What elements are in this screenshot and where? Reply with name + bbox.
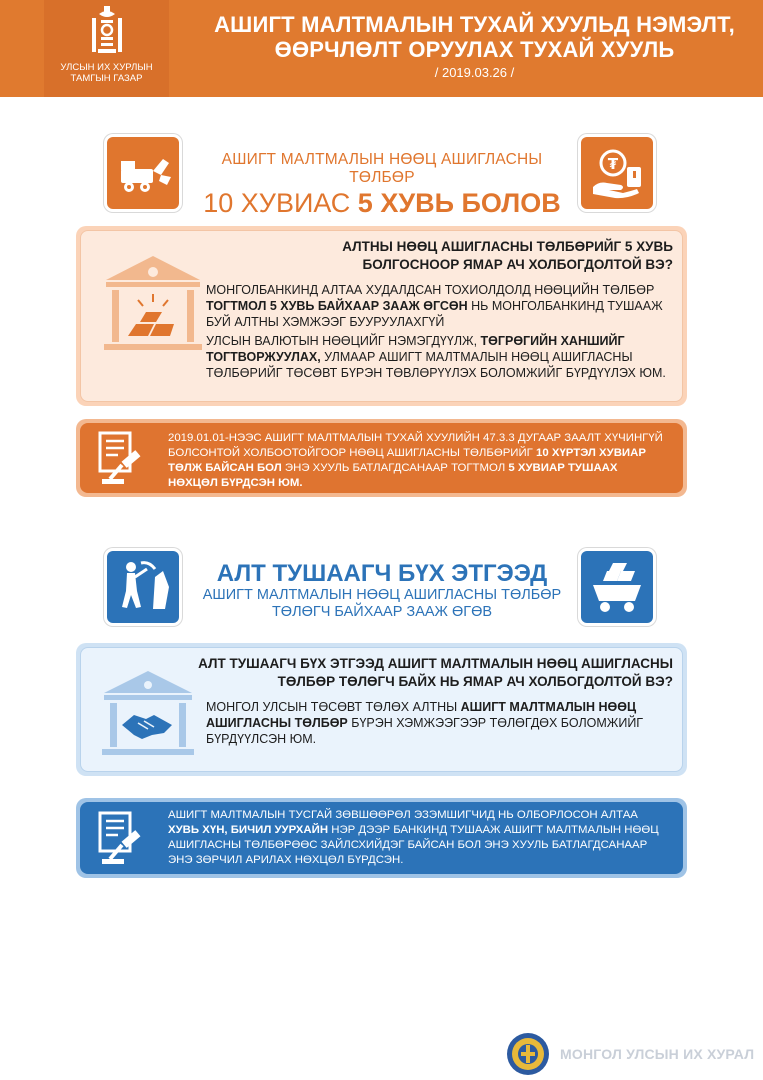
svg-text:₮: ₮ [607, 155, 619, 173]
section2-sub-line1: АШИГТ МАЛТМАЛЫН НӨӨЦ АШИГЛАСНЫ ТӨЛБӨР [202, 587, 562, 603]
section1-heading [190, 151, 574, 219]
section2-law-band [76, 798, 687, 878]
miner-pickaxe-icon [107, 551, 179, 623]
band2-text-bold: ХУВЬ ХҮН, БИЧИЛ УУРХАЙН [168, 824, 329, 836]
org-name-line1: УЛСЫН ИХ ХУРЛЫН [60, 62, 153, 73]
question2-line2: ТӨЛБӨР ТӨЛӨГЧ БАЙХ НЬ ЯМАР АЧ ХОЛБОГДОЛТОЙ ВЭ? [277, 674, 673, 689]
document-title [186, 12, 763, 82]
section1-paragraph2 [206, 333, 676, 381]
section2-headline: АЛТ ТУШААГЧ БҮХ ЭТГЭЭД [216, 560, 548, 587]
band1-text-bold2: 5 ХУВИАР ТУШААХ НӨХЦӨЛ БҮРДСЭН ЮМ. [168, 462, 618, 489]
band1-text-bold1: 10 ХҮРТЭЛ ХУВИАР ТӨЛЖ БАЙСАН БОЛ [168, 447, 646, 474]
p1-text-a: МОНГОЛБАНКИНД АЛТАА ХУДАЛДСАН ТОХИОЛДОЛД НӨӨЦИЙН ТӨЛБӨР [206, 283, 655, 297]
p2-text-bold: ТӨГРӨГИЙН ХАНШИЙГ ТОГТВОРЖУУЛАХ, [206, 334, 625, 364]
question1-line1: АЛТНЫ НӨӨЦ АШИГЛАСНЫ ТӨЛБӨРИЙГ 5 ХУВЬ [342, 239, 673, 254]
title-line1: АШИГТ МАЛТМАЛЫН ТУХАЙ ХУУЛЬД НЭМЭЛТ, [214, 12, 735, 37]
title-date: / 2019.03.26 / [434, 65, 515, 80]
section1-headline [190, 187, 574, 219]
section2-paragraph1 [206, 699, 676, 747]
s2p1-text-a: МОНГОЛ УЛСЫН ТӨСӨВТ ТӨЛӨХ АЛТНЫ [206, 700, 461, 714]
payment-tile [581, 137, 653, 209]
p2-text-a: УЛСЫН ВАЛЮТЫН НӨӨЦИЙГ НЭМЭГДҮҮЛЖ, [206, 334, 481, 348]
gold-cart-icon [581, 551, 653, 623]
p1-text-c: НЬ МОНГОЛБАНКИНД ТУШААЖ БУЙ АЛТНЫ ХЭМЖЭЭГ БУУРУУЛАХГҮЙ [206, 299, 663, 329]
section2-sub-line2: ТӨЛӨГЧ БАЙХААР ЗААЖ ӨГӨВ [271, 604, 493, 620]
gold-cart-tile [581, 551, 653, 623]
p2-text-c: УЛМААР АШИГТ МАЛТМАЛЫН НӨӨЦ АШИГЛАСНЫ ТӨЛБӨРИЙГ ТӨСӨВТ БҮРЭН ТӨВЛӨРҮҮЛЭХ БОЛОМЖИЙГ БҮРДҮҮЛЭХ ЮМ. [206, 350, 666, 380]
soyombo-emblem-icon [89, 6, 125, 56]
section2-band-text [168, 808, 668, 868]
footer-org-name: МОНГОЛ УЛСЫН ИХ ХУРАЛ [560, 1046, 755, 1062]
question1-line2: БОЛГОСНООР ЯМАР АЧ ХОЛБОГДОЛТОЙ ВЭ? [362, 257, 673, 272]
gavel-document-icon [92, 809, 150, 867]
gavel-document-icon [92, 429, 150, 487]
section1-question [216, 238, 673, 274]
section1-paragraph1 [206, 282, 676, 330]
band1-text-c: ЭНЭ ХУУЛЬ БАТЛАГДСАНААР ТОГТМОЛ [281, 462, 509, 474]
headline-regular: 10 ХУВИАС [203, 188, 358, 218]
section2-question [176, 655, 673, 691]
section1-band-text [168, 431, 668, 491]
org-name-line2: ТАМГЫН ГАЗАР [70, 73, 143, 84]
coin-payment-icon [581, 137, 653, 209]
section1-subtitle: АШИГТ МАЛТМАЛЫН НӨӨЦ АШИГЛАСНЫ ТӨЛБӨР [221, 151, 543, 186]
p1-text-bold: ТОГТМОЛ 5 ХУВЬ БАЙХААР ЗААЖ ӨГСӨН [206, 299, 468, 313]
s2p1-text-bold: АШИГТ МАЛТМАЛЫН НӨӨЦ АШИГЛАСНЫ ТӨЛБӨР [206, 700, 637, 730]
headline-bold: 5 ХУВЬ БОЛОВ [357, 188, 561, 218]
logo-block [44, 0, 169, 97]
title-line2: ӨӨРЧЛӨЛТ ОРУУЛАХ ТУХАЙ ХУУЛЬ [274, 37, 675, 62]
band2-text-a: АШИГТ МАЛТМАЛЫН ТУСГАЙ ЗӨВШӨӨРӨЛ ЭЗЭМШИГЧИД НЬ ОЛБОРЛОСОН АЛТАА [168, 809, 638, 821]
section2-question-panel [76, 643, 687, 776]
mining-truck-tile [107, 137, 179, 209]
section1-question-panel [76, 226, 687, 406]
section1-law-band [76, 419, 687, 497]
gold-bank-icon [98, 250, 208, 360]
question2-line1: АЛТ ТУШААГЧ БҮХ ЭТГЭЭД АШИГТ МАЛТМАЛЫН НӨӨЦ АШИГЛАСНЫ [198, 656, 673, 671]
s2p1-text-c: БҮРЭН ХЭМЖЭЭГЭЭР ТӨЛӨГДӨХ БОЛОМЖИЙГ БҮРДҮҮЛСЭН ЮМ. [206, 716, 644, 746]
mining-excavator-icon [107, 137, 179, 209]
band1-text-a: 2019.01.01-НЭЭС АШИГТ МАЛТМАЛЫН ТУХАЙ ХУУЛИЙН 47.3.3 ДУГААР ЗААЛТ ХҮЧИНГҮЙ БОЛСОНТОЙ ХОЛБООТОЙГООР НӨӨЦ АШИГЛАСНЫ ТӨЛБӨРИЙГ [168, 432, 663, 459]
section2-heading [188, 560, 576, 621]
state-great-khural-seal-icon [506, 1032, 550, 1076]
miner-tile [107, 551, 179, 623]
band2-text-c: НЭР ДЭЭР БАНКИНД ТУШААЖ АШИГТ МАЛТМАЛЫН НӨӨЦ АШИГЛАСНЫ ТӨЛБӨРӨӨС ЗАЙЛСХИЙДЭГ БАЙСАН БОЛ ЭНЭ ХУУЛЬ БАТЛАГДСАНААР ЭНЭ ЗӨРЧИЛ АРИЛАХ НӨХЦӨЛ БҮРДСЭН. [168, 824, 659, 866]
